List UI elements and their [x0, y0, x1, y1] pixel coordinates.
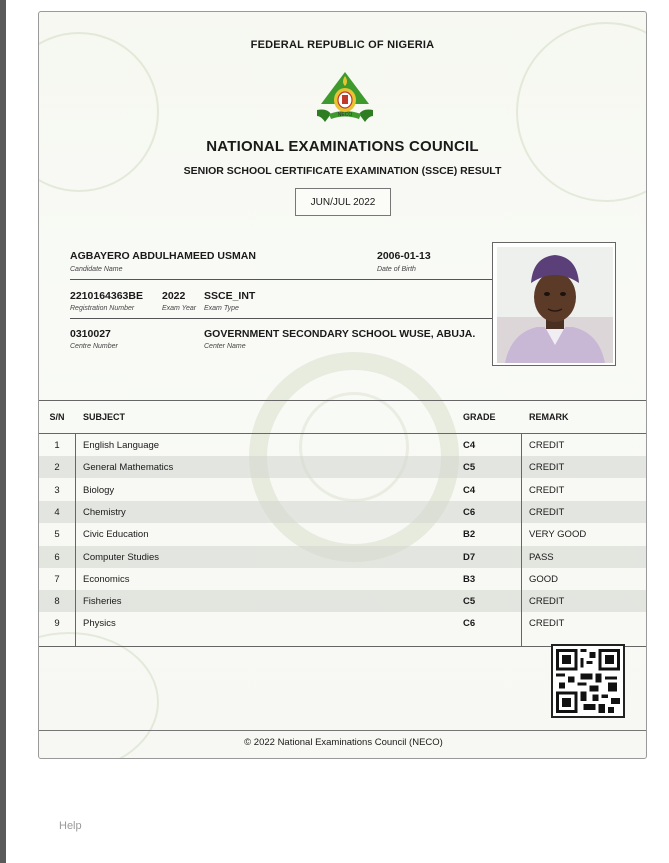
row-grade: C4: [463, 439, 476, 451]
column-header-subject: SUBJECT: [83, 412, 126, 422]
table-row: [39, 590, 647, 612]
copyright-footer: © 2022 National Examinations Council (NECO): [244, 737, 443, 748]
row-grade: B2: [463, 528, 476, 540]
table-row: [39, 612, 647, 634]
row-subject: Physics: [83, 617, 116, 629]
footer-divider: [39, 730, 647, 731]
row-subject: Fisheries: [83, 595, 122, 607]
row-remark: CREDIT: [529, 461, 565, 473]
registration-number: 2210164363BE: [70, 290, 143, 302]
row-sn: 5: [54, 528, 60, 540]
session-badge: JUN/JUL 2022: [295, 188, 391, 216]
row-subject: Chemistry: [83, 506, 126, 518]
column-header-sn: S/N: [49, 412, 65, 422]
row-grade: C6: [463, 506, 476, 518]
row-sn: 3: [54, 484, 60, 496]
row-remark: VERY GOOD: [529, 528, 587, 540]
row-subject: Computer Studies: [83, 551, 160, 563]
row-grade: B3: [463, 573, 476, 585]
table-row: [39, 568, 647, 590]
row-subject: English Language: [83, 439, 160, 451]
row-sn: 9: [54, 617, 60, 629]
table-row: [39, 546, 647, 568]
row-sn: 4: [54, 506, 60, 518]
candidate-name: AGBAYERO ABDULHAMEED USMAN: [70, 250, 256, 262]
row-grade: C6: [463, 617, 476, 629]
centre-name: GOVERNMENT SECONDARY SCHOOL WUSE, ABUJA.: [204, 328, 476, 340]
centre-number-caption: Centre Number: [70, 343, 118, 350]
row-sn: 8: [54, 595, 60, 607]
exam-year: 2022: [162, 290, 186, 302]
row-sn: 6: [54, 551, 60, 563]
column-header-grade: GRADE: [463, 412, 496, 422]
column-divider: [75, 434, 76, 647]
row-remark: CREDIT: [529, 506, 565, 518]
candidate-photo-frame: [492, 242, 616, 366]
row-sn: 7: [54, 573, 60, 585]
logo-text: NECO: [337, 112, 353, 118]
row-sn: 1: [54, 439, 60, 451]
row-subject: Civic Education: [83, 528, 149, 540]
column-header-remark: REMARK: [529, 412, 569, 422]
date-of-birth: 2006-01-13: [377, 250, 431, 262]
row-subject: Biology: [83, 484, 115, 496]
row-remark: PASS: [529, 551, 554, 563]
row-subject: General Mathematics: [83, 461, 174, 473]
row-grade: C5: [463, 461, 476, 473]
table-row: [39, 456, 647, 478]
row-remark: CREDIT: [529, 617, 565, 629]
row-remark: CREDIT: [529, 484, 565, 496]
divider: [70, 318, 492, 319]
row-grade: D7: [463, 551, 476, 563]
date-of-birth-caption: Date of Birth: [377, 266, 416, 273]
table-header: [39, 400, 647, 434]
neco-logo-icon: [315, 64, 375, 128]
window-edge: [0, 0, 6, 863]
result-certificate: [38, 11, 647, 759]
row-remark: GOOD: [529, 573, 559, 585]
exam-title: SENIOR SCHOOL CERTIFICATE EXAMINATION (SSCE) RESULT: [183, 165, 502, 177]
divider: [70, 279, 492, 280]
exam-type-caption: Exam Type: [204, 305, 239, 312]
table-row: [39, 479, 647, 501]
candidate-name-caption: Candidate Name: [70, 266, 123, 273]
row-subject: Economics: [83, 573, 130, 585]
row-remark: CREDIT: [529, 595, 565, 607]
qr-code-icon: [551, 644, 625, 718]
table-row: [39, 523, 647, 545]
help-link[interactable]: Help: [59, 820, 82, 832]
candidate-photo: [497, 247, 613, 363]
exam-year-caption: Exam Year: [162, 305, 197, 312]
exam-type: SSCE_INT: [204, 290, 256, 302]
column-divider: [521, 434, 522, 647]
table-row: [39, 434, 647, 456]
row-remark: CREDIT: [529, 439, 565, 451]
row-grade: C4: [463, 484, 476, 496]
country-title: FEDERAL REPUBLIC OF NIGERIA: [250, 39, 435, 51]
row-grade: C5: [463, 595, 476, 607]
council-title: NATIONAL EXAMINATIONS COUNCIL: [206, 138, 479, 155]
row-sn: 2: [54, 461, 60, 473]
centre-number: 0310027: [70, 328, 111, 340]
table-row: [39, 501, 647, 523]
centre-name-caption: Center Name: [204, 343, 246, 350]
registration-number-caption: Registration Number: [70, 305, 135, 312]
